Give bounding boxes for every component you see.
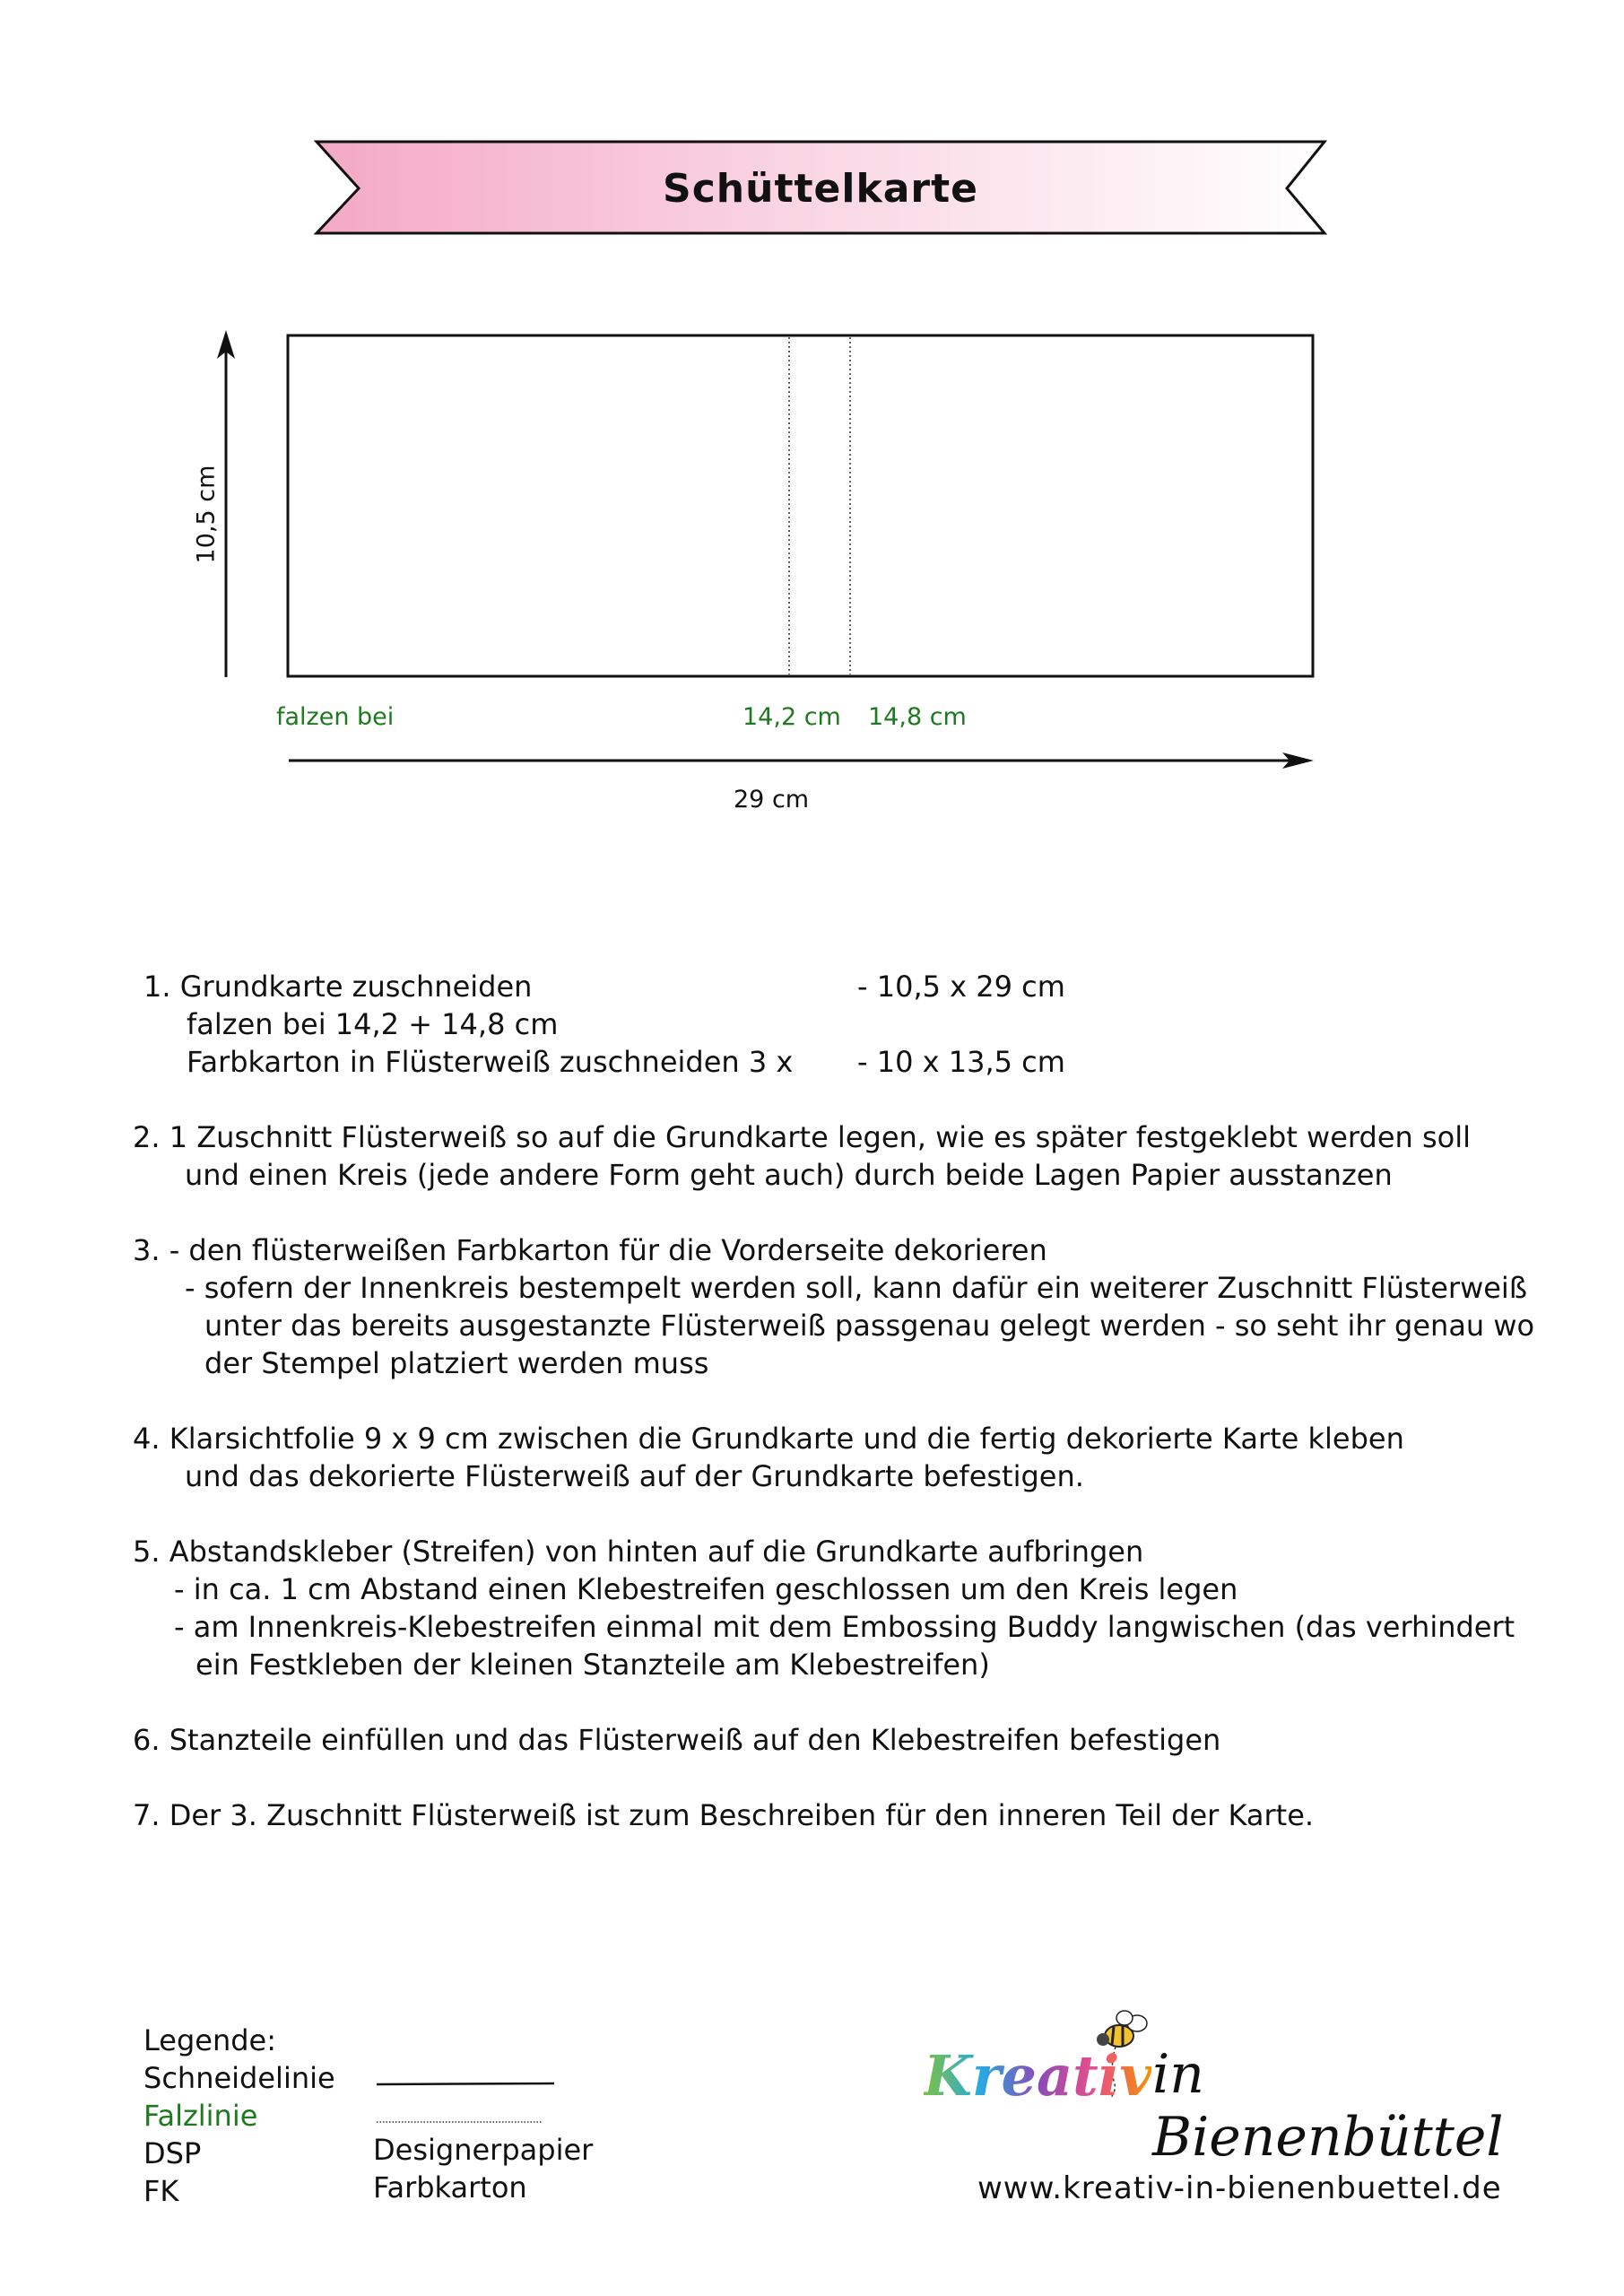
step-3-text: 3. - den flüsterweißen Farbkarton für die Vorderseite dekorieren — [133, 1233, 1047, 1267]
instructions-list — [0, 969, 1624, 1883]
legend-heading: Legende: — [143, 2023, 277, 2057]
page-title: Schüttelkarte — [663, 165, 978, 212]
step-2-text: 2. 1 Zuschnitt Flüsterweiß so auf die Grundkarte legen, wie es später festgeklebt werden soll — [133, 1120, 1471, 1154]
step-3-text-4: der Stempel platziert werden muss — [204, 1346, 709, 1380]
step-7-text: 7. Der 3. Zuschnitt Flüsterweiß ist zum Beschreiben für den inneren Teil der Karte. — [133, 1798, 1315, 1832]
website-url: www.kreativ-in-bienenbuettel.de — [977, 2170, 1502, 2206]
legend-cut-line-sample — [377, 2080, 556, 2089]
legend-dsp-value: Designerpapier — [373, 2133, 594, 2167]
legend-fold-line-sample — [377, 2118, 556, 2126]
legend-fk-value: Farbkarton — [373, 2170, 527, 2205]
fold-measure-1: 14,2 cm — [743, 703, 841, 731]
card-diagram — [161, 323, 1354, 825]
diagram-drawing — [161, 323, 1354, 825]
legend — [143, 2022, 646, 2220]
title-banner — [314, 135, 1327, 242]
step-3-text-2: - sofern der Innenkreis bestempelt werden soll, kann dafür ein weiterer Zuschnitt Flüsterweiß — [185, 1271, 1527, 1305]
step-3-text-3: unter das bereits ausgestanzte Flüsterweiß passgenau gelegt werden - so seht ihr genau wo — [204, 1309, 1535, 1343]
step-1-value: - 10,5 x 29 cm — [857, 970, 1065, 1004]
step-1-text-2: falzen bei 14,2 + 14,8 cm — [187, 1007, 559, 1041]
step-1-text: 1. Grundkarte zuschneiden — [143, 970, 533, 1004]
step-5-text-4: ein Festkleben der kleinen Stanzteile am Klebestreifen) — [195, 1648, 990, 1682]
logo-text-bienenbuettel: in Bienenbüttel — [1152, 2043, 1504, 2169]
step-2-text-2: und einen Kreis (jede andere Form geht auch) durch beide Lagen Papier ausstanzen — [185, 1158, 1393, 1192]
step-1-value-2: - 10 x 13,5 cm — [857, 1045, 1065, 1079]
brand-logo — [924, 2000, 1551, 2169]
height-label: 10,5 cm — [192, 465, 221, 564]
fold-measure-2: 14,8 cm — [868, 703, 967, 731]
legend-cut-line-label: Schneidelinie — [143, 2061, 335, 2095]
legend-dsp-abbr: DSP — [143, 2136, 202, 2170]
fold-label: falzen bei — [276, 703, 395, 731]
step-6-text: 6. Stanzteile einfüllen und das Flüsterweiß auf den Klebestreifen befestigen — [133, 1723, 1221, 1757]
step-4-text-2: und das dekorierte Flüsterweiß auf der Grundkarte befestigen. — [185, 1459, 1084, 1493]
step-5-text-2: - in ca. 1 cm Abstand einen Klebestreifen geschlossen um den Kreis legen — [174, 1572, 1238, 1606]
legend-fk-abbr: FK — [143, 2174, 179, 2208]
step-4-text: 4. Klarsichtfolie 9 x 9 cm zwischen die Grundkarte und die fertig dekorierte Karte kleben — [133, 1422, 1404, 1456]
step-5-text: 5. Abstandskleber (Streifen) von hinten auf die Grundkarte aufbringen — [133, 1535, 1144, 1569]
step-1-text-3: Farbkarton in Flüsterweiß zuschneiden 3 x — [187, 1045, 794, 1079]
step-5-text-3: - am Innenkreis-Klebestreifen einmal mit dem Embossing Buddy langwischen (das verhindert — [174, 1610, 1515, 1644]
logo-text-kreativ: Kreativ — [924, 2043, 1152, 2109]
width-label: 29 cm — [734, 786, 810, 813]
legend-fold-line-label: Falzlinie — [143, 2099, 258, 2133]
